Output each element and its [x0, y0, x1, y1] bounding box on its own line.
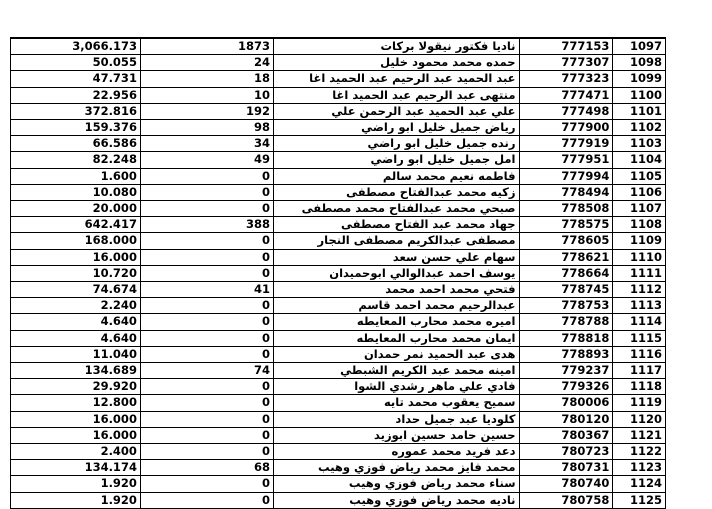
id-cell: 778818	[519, 330, 613, 346]
sequence-cell: 1115	[613, 330, 666, 346]
id-cell: 777323	[519, 71, 613, 87]
sequence-cell: 1098	[613, 55, 666, 71]
table-row	[11, 249, 666, 265]
id-cell: 778664	[519, 265, 613, 281]
id-cell: 780723	[519, 444, 613, 460]
id-cell: 780120	[519, 411, 613, 427]
table-row	[11, 476, 666, 492]
table-row	[11, 184, 666, 200]
count-cell: 0	[140, 330, 273, 346]
id-cell: 780758	[519, 492, 613, 508]
sequence-cell: 1111	[613, 265, 666, 281]
table-row	[11, 314, 666, 330]
name-cell: هدى عبد الحميد نمر حمدان	[274, 346, 519, 362]
amount-cell: 134.174	[11, 460, 141, 476]
id-cell: 778605	[519, 233, 613, 249]
table-row	[11, 444, 666, 460]
amount-cell: 1.600	[11, 168, 141, 184]
name-cell: رياض جميل خليل ابو راضي	[274, 120, 519, 136]
name-cell: كلوديا عبد جميل حداد	[274, 411, 519, 427]
sequence-cell: 1099	[613, 71, 666, 87]
table-row	[11, 136, 666, 152]
amount-cell: 47.731	[11, 71, 141, 87]
sequence-cell: 1108	[613, 217, 666, 233]
sequence-cell: 1125	[613, 492, 666, 508]
name-cell: زكيه محمد عبدالفتاح مصطفى	[274, 184, 519, 200]
name-cell: منتهى عبد الرحيم عبد الحميد اغا	[274, 87, 519, 103]
sequence-cell: 1121	[613, 427, 666, 443]
count-cell: 34	[140, 136, 273, 152]
amount-cell: 16.000	[11, 249, 141, 265]
count-cell: 0	[140, 395, 273, 411]
id-cell: 778745	[519, 282, 613, 298]
count-cell: 0	[140, 298, 273, 314]
count-cell: 0	[140, 314, 273, 330]
table-row	[11, 168, 666, 184]
amount-cell: 4.640	[11, 330, 141, 346]
amount-cell: 4.640	[11, 314, 141, 330]
name-cell: امل جميل خليل ابو راضي	[274, 152, 519, 168]
sequence-cell: 1116	[613, 346, 666, 362]
sequence-cell: 1122	[613, 444, 666, 460]
name-cell: ناديه محمد رياض فوزي وهيب	[274, 492, 519, 508]
amount-cell: 16.000	[11, 427, 141, 443]
name-cell: محمد فايز محمد رياض فوزي وهيب	[274, 460, 519, 476]
amount-cell: 1.920	[11, 492, 141, 508]
id-cell: 778508	[519, 201, 613, 217]
table-row	[11, 298, 666, 314]
name-cell: يوسف احمد عبدالوالي ابوحميدان	[274, 265, 519, 281]
name-cell: فتحي محمد احمد محمد	[274, 282, 519, 298]
sequence-cell: 1105	[613, 168, 666, 184]
amount-cell: 74.674	[11, 282, 141, 298]
table-row	[11, 363, 666, 379]
id-cell: 778621	[519, 249, 613, 265]
sequence-cell: 1101	[613, 103, 666, 119]
amount-cell: 20.000	[11, 201, 141, 217]
table-row	[11, 379, 666, 395]
sequence-cell: 1112	[613, 282, 666, 298]
amount-cell: 12.800	[11, 395, 141, 411]
amount-cell: 16.000	[11, 411, 141, 427]
count-cell: 0	[140, 265, 273, 281]
id-cell: 777919	[519, 136, 613, 152]
count-cell: 0	[140, 492, 273, 508]
name-cell: مصطفى عبدالكريم مصطفى النجار	[274, 233, 519, 249]
sequence-cell: 1117	[613, 363, 666, 379]
count-cell: 0	[140, 184, 273, 200]
sequence-cell: 1119	[613, 395, 666, 411]
id-cell: 777994	[519, 168, 613, 184]
amount-cell: 10.720	[11, 265, 141, 281]
sequence-cell: 1107	[613, 201, 666, 217]
count-cell: 192	[140, 103, 273, 119]
id-cell: 779326	[519, 379, 613, 395]
name-cell: سهام علي حسن سعد	[274, 249, 519, 265]
amount-cell: 372.816	[11, 103, 141, 119]
id-cell: 777307	[519, 55, 613, 71]
id-cell: 777153	[519, 39, 613, 55]
table-row	[11, 55, 666, 71]
count-cell: 41	[140, 282, 273, 298]
name-cell: امينه محمد عبد الكريم الشبطي	[274, 363, 519, 379]
id-cell: 778788	[519, 314, 613, 330]
name-cell: اميره محمد محارب المعايطه	[274, 314, 519, 330]
table-row	[11, 233, 666, 249]
table-row	[11, 103, 666, 119]
id-cell: 778575	[519, 217, 613, 233]
sequence-cell: 1102	[613, 120, 666, 136]
name-cell: دعد فريد محمد عموره	[274, 444, 519, 460]
count-cell: 0	[140, 411, 273, 427]
table-row	[11, 39, 666, 55]
amount-cell: 11.040	[11, 346, 141, 362]
amount-cell: 159.376	[11, 120, 141, 136]
name-cell: رنده جميل خليل ابو راضي	[274, 136, 519, 152]
id-cell: 780006	[519, 395, 613, 411]
count-cell: 0	[140, 249, 273, 265]
id-cell: 777900	[519, 120, 613, 136]
table-row	[11, 427, 666, 443]
amount-cell: 2.240	[11, 298, 141, 314]
count-cell: 18	[140, 71, 273, 87]
id-cell: 780731	[519, 460, 613, 476]
sequence-cell: 1103	[613, 136, 666, 152]
name-cell: ناديا فكتور نيقولا بركات	[274, 39, 519, 55]
count-cell: 10	[140, 87, 273, 103]
id-cell: 778494	[519, 184, 613, 200]
id-cell: 777951	[519, 152, 613, 168]
name-cell: عبد الحميد عبد الرحيم عبد الحميد اغا	[274, 71, 519, 87]
table-row	[11, 152, 666, 168]
amount-cell: 168.000	[11, 233, 141, 249]
sequence-cell: 1124	[613, 476, 666, 492]
amount-cell: 50.055	[11, 55, 141, 71]
amount-cell: 642.417	[11, 217, 141, 233]
name-cell: جهاد محمد عبد الفتاح مصطفى	[274, 217, 519, 233]
table-row	[11, 395, 666, 411]
amount-cell: 134.689	[11, 363, 141, 379]
amount-cell: 22.956	[11, 87, 141, 103]
count-cell: 1873	[140, 39, 273, 55]
name-cell: صبحي محمد عبدالفتاح محمد مصطفى	[274, 201, 519, 217]
table-row	[11, 460, 666, 476]
table-row	[11, 217, 666, 233]
count-cell: 0	[140, 427, 273, 443]
count-cell: 388	[140, 217, 273, 233]
id-cell: 780367	[519, 427, 613, 443]
id-cell: 778753	[519, 298, 613, 314]
amount-cell: 66.586	[11, 136, 141, 152]
count-cell: 74	[140, 363, 273, 379]
table-body	[11, 39, 666, 509]
amount-cell: 1.920	[11, 476, 141, 492]
amount-cell: 2.400	[11, 444, 141, 460]
records-table	[10, 38, 666, 509]
name-cell: حمده محمد محمود خليل	[274, 55, 519, 71]
count-cell: 0	[140, 444, 273, 460]
amount-cell: 10.080	[11, 184, 141, 200]
count-cell: 0	[140, 233, 273, 249]
sequence-cell: 1110	[613, 249, 666, 265]
count-cell: 0	[140, 379, 273, 395]
id-cell: 779237	[519, 363, 613, 379]
table-row	[11, 265, 666, 281]
table-row	[11, 282, 666, 298]
count-cell: 0	[140, 476, 273, 492]
sequence-cell: 1109	[613, 233, 666, 249]
name-cell: علي عبد الحميد عبد الرحمن علي	[274, 103, 519, 119]
name-cell: فادي علي ماهر رشدي الشوا	[274, 379, 519, 395]
sequence-cell: 1113	[613, 298, 666, 314]
id-cell: 777471	[519, 87, 613, 103]
name-cell: حسين حامد حسين ابوزيد	[274, 427, 519, 443]
table-row	[11, 411, 666, 427]
table-row	[11, 71, 666, 87]
count-cell: 49	[140, 152, 273, 168]
table-row	[11, 120, 666, 136]
table-row	[11, 201, 666, 217]
name-cell: سناء محمد رياض فوزي وهيب	[274, 476, 519, 492]
sequence-cell: 1106	[613, 184, 666, 200]
amount-cell: 3,066.173	[11, 39, 141, 55]
table-row	[11, 346, 666, 362]
table-row	[11, 87, 666, 103]
name-cell: فاطمه نعيم محمد سالم	[274, 168, 519, 184]
sequence-cell: 1104	[613, 152, 666, 168]
table-row	[11, 330, 666, 346]
count-cell: 68	[140, 460, 273, 476]
id-cell: 778893	[519, 346, 613, 362]
count-cell: 0	[140, 201, 273, 217]
sequence-cell: 1120	[613, 411, 666, 427]
count-cell: 0	[140, 168, 273, 184]
sequence-cell: 1123	[613, 460, 666, 476]
count-cell: 0	[140, 346, 273, 362]
id-cell: 777498	[519, 103, 613, 119]
amount-cell: 29.920	[11, 379, 141, 395]
count-cell: 98	[140, 120, 273, 136]
name-cell: ايمان محمد محارب المعايطه	[274, 330, 519, 346]
id-cell: 780740	[519, 476, 613, 492]
amount-cell: 82.248	[11, 152, 141, 168]
sequence-cell: 1118	[613, 379, 666, 395]
name-cell: سميح يعقوب محمد تايه	[274, 395, 519, 411]
count-cell: 24	[140, 55, 273, 71]
sequence-cell: 1100	[613, 87, 666, 103]
name-cell: عبدالرحيم محمد احمد قاسم	[274, 298, 519, 314]
sequence-cell: 1114	[613, 314, 666, 330]
sequence-cell: 1097	[613, 39, 666, 55]
